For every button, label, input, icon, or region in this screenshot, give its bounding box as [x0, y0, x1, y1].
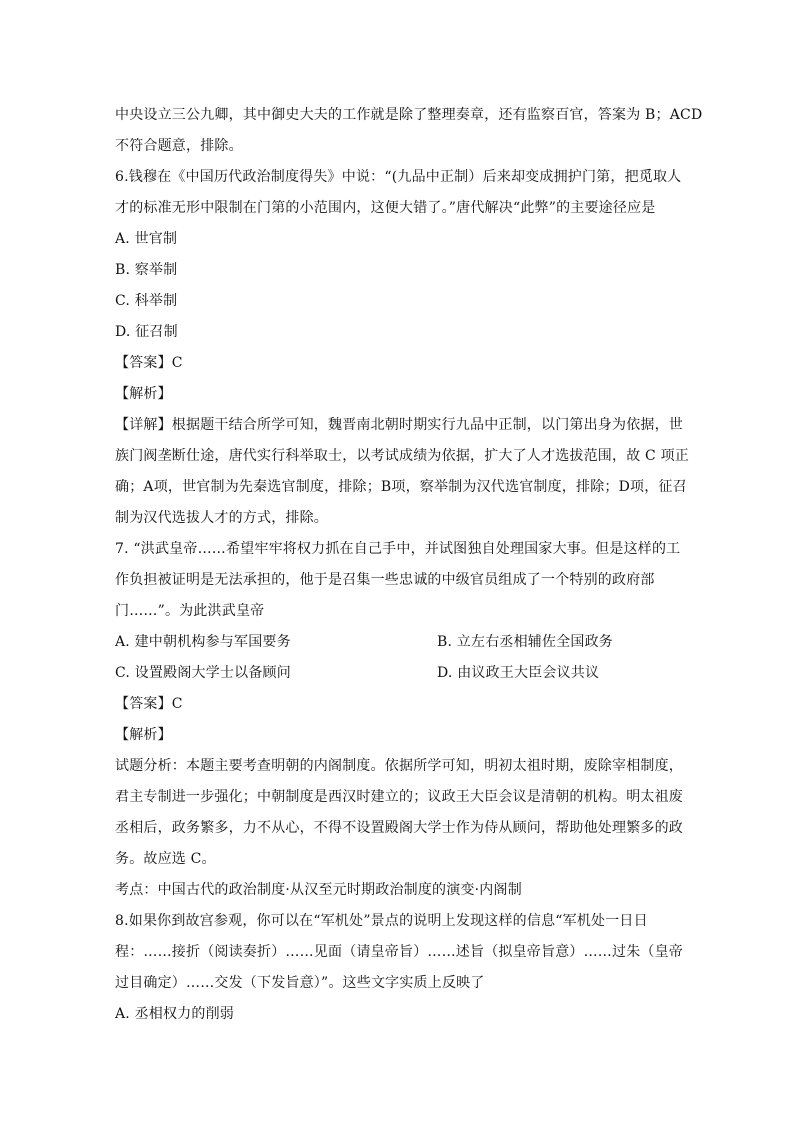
question-stem-line: 作负担被证明是无法承担的，他于是召集一些忠诚的中级官员组成了一个特别的政府部: [115, 572, 655, 588]
question-stem-line: 程：……接折（阅读奏折）……见面（请皇帝旨）……述旨（拟皇帝旨意）……过朱（皇帝: [115, 944, 683, 960]
text-line: 不符合题意，排除。: [115, 138, 243, 154]
question-8: [115, 906, 685, 1030]
analysis-line: 族门阀垄断仕途，唐代实行科举取士，以考试成绩为依据，扩大了人才选拔范围，故 C 项正: [115, 448, 690, 464]
option-a: A. 世官制: [115, 231, 178, 247]
analysis-line: 制为汉代选拔人才的方式，排除。: [115, 510, 328, 526]
analysis-line: 务。故应选 C。: [115, 851, 216, 867]
question-stem-line: 过目确定）……交发（下发旨意）”。这些文字实质上反映了: [115, 975, 485, 991]
option-a: A. 丞相权力的削弱: [115, 1006, 235, 1022]
previous-explanation: [115, 100, 703, 162]
kaodian-line: 考点：中国古代的政治制度·从汉至元时期政治制度的演变·内阁制: [115, 882, 522, 898]
answer-label: 【答案】C: [115, 696, 183, 712]
option-b: B. 察举制: [115, 262, 178, 278]
option-c: C. 科举制: [115, 293, 178, 309]
analysis-label: 【解析】: [115, 386, 172, 402]
analysis-label: 【解析】: [115, 727, 172, 743]
question-stem-line: 8.如果你到故宫参观，你可以在“军机处”景点的说明上发现这样的信息“军机处一日日: [115, 913, 648, 929]
question-6: [115, 162, 690, 534]
text-line: 中央设立三公九卿，其中御史大夫的工作就是除了整理奏章，还有监察百官，答案为 B；ACD: [115, 107, 703, 123]
analysis-line: 君主专制进一步强化；中朝制度是西汉时建立的；议政王大臣会议是清朝的机构。明太祖废: [115, 789, 683, 805]
option-b: B. 立左右丞相辅佐全国政务: [437, 634, 613, 650]
options-row: [115, 658, 685, 689]
option-a: A. 建中朝机构参与军国要务: [115, 634, 291, 650]
analysis-line: 【详解】根据题干结合所学可知，魏晋南北朝时期实行九品中正制，以门第出身为依据，世: [115, 417, 683, 433]
question-stem-line: 才的标准无形中限制在门第的小范围内，这便大错了。”唐代解决“此弊”的主要途径应是: [115, 200, 656, 216]
analysis-line: 试题分析：本题主要考查明朝的内阁制度。依据所学可知，明初太祖时期，废除宰相制度，: [115, 758, 683, 774]
question-stem-line: 门……”。为此洪武皇帝: [115, 603, 265, 619]
answer-label: 【答案】C: [115, 355, 183, 371]
option-d: D. 征召制: [115, 324, 178, 340]
option-d: D. 由议政王大臣会议共议: [437, 665, 600, 681]
question-stem-line: 6.钱穆在《中国历代政治制度得失》中说：“(九品中正制）后来却变成拥护门第，把觅取人: [115, 169, 682, 185]
question-stem-line: 7. “洪武皇帝……希望牢牢将权力抓在自己手中，并试图独自处理国家大事。但是这样的工: [115, 541, 681, 557]
option-c: C. 设置殿阁大学士以备顾问: [115, 665, 291, 681]
document-body: [115, 100, 703, 1030]
analysis-line: 丞相后，政务繁多，力不从心，不得不设置殿阁大学士作为侍从顾问，帮助他处理繁多的政: [115, 820, 683, 836]
question-7: [115, 534, 685, 906]
analysis-line: 确；A项，世官制为先秦选官制度，排除；B项，察举制为汉代选官制度，排除；D项，征召: [115, 479, 687, 495]
options-row: [115, 627, 685, 658]
